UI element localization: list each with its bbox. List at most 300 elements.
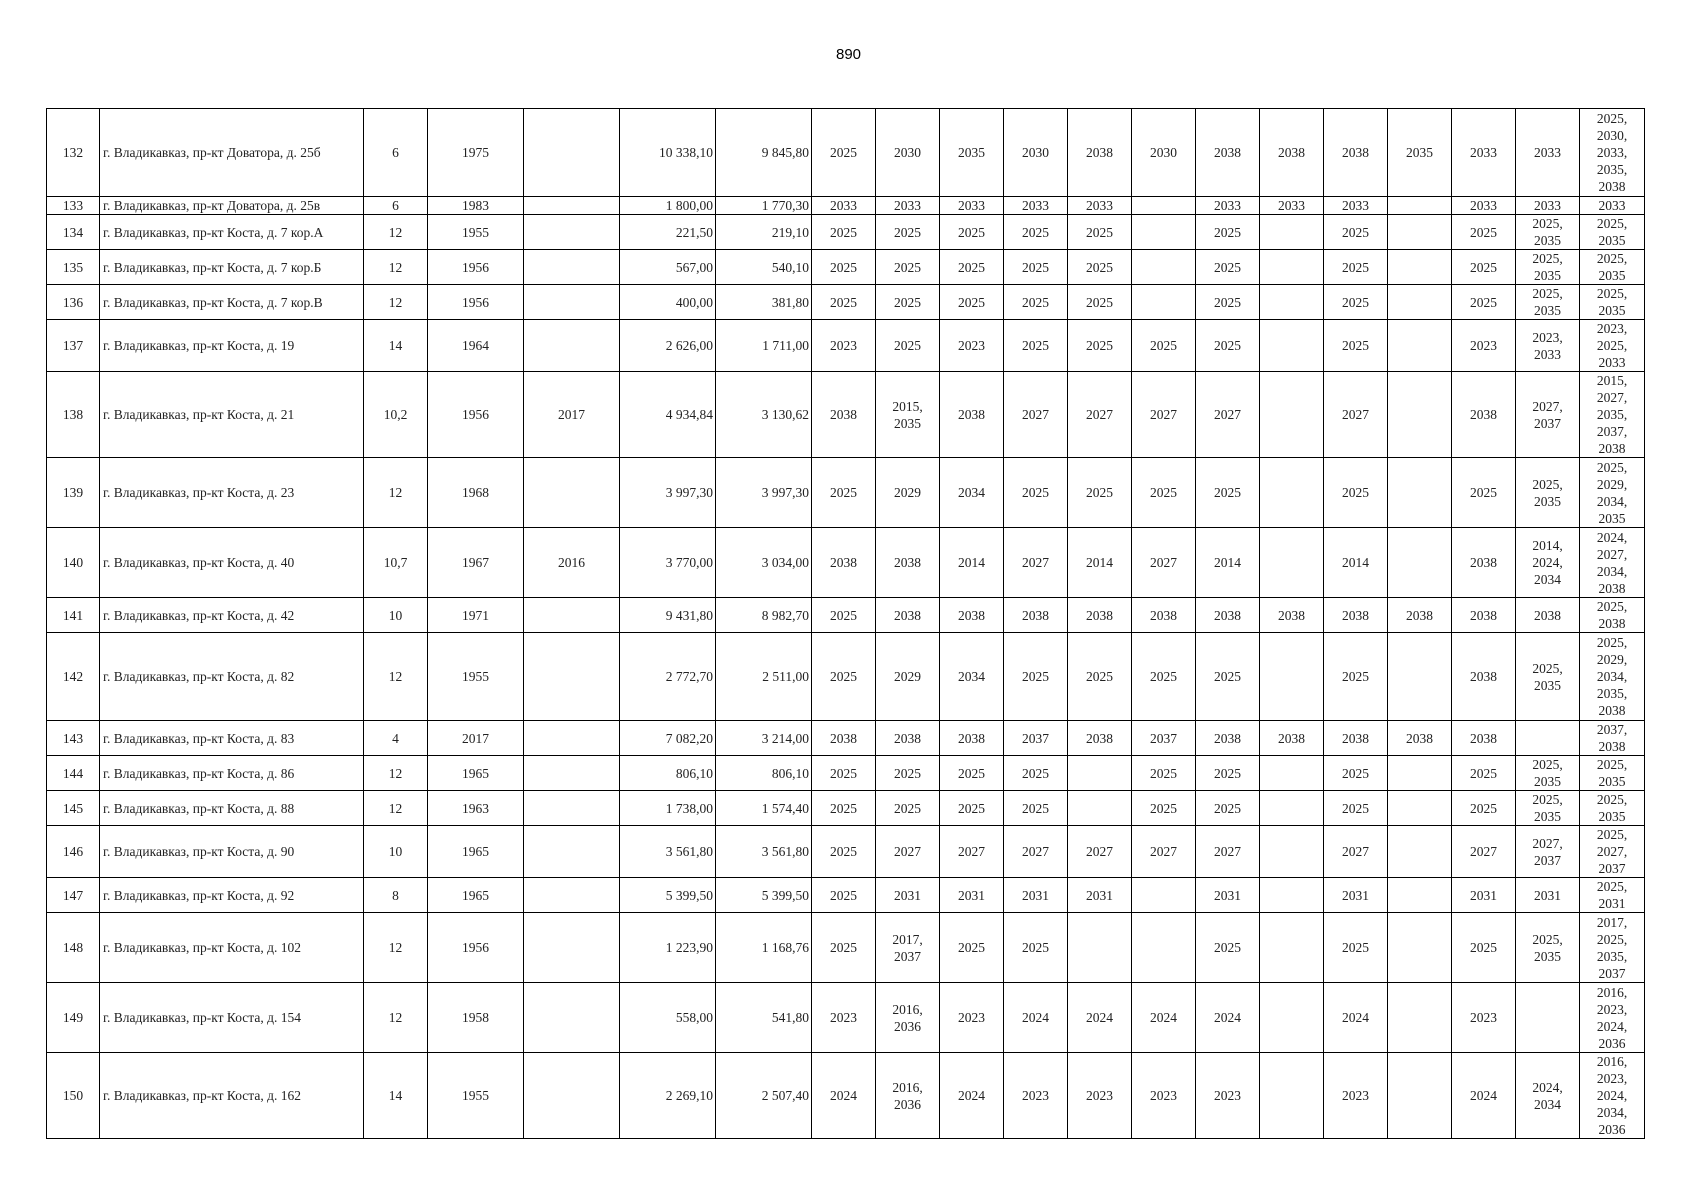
- build-year-cell: 1956: [428, 250, 524, 285]
- repair-year-cell: 2025: [812, 791, 876, 826]
- reconstruction-year-cell: [524, 721, 620, 756]
- repair-year-cell: 2038: [1452, 372, 1516, 458]
- build-year-cell: 1975: [428, 109, 524, 197]
- repair-year-cell: 2025, 2035: [1580, 285, 1645, 320]
- repair-year-cell: 2014: [940, 528, 1004, 598]
- repair-year-cell: 2038: [876, 721, 940, 756]
- repair-year-cell: 2015, 2027, 2035, 2037, 2038: [1580, 372, 1645, 458]
- floors-cell: 10: [364, 826, 428, 878]
- repair-year-cell: 2025: [1004, 458, 1068, 528]
- total-area-cell: 9 431,80: [620, 598, 716, 633]
- floors-cell: 10,7: [364, 528, 428, 598]
- build-year-cell: 1965: [428, 826, 524, 878]
- repair-year-cell: 2025, 2035: [1516, 913, 1580, 983]
- repair-year-cell: 2025: [812, 633, 876, 721]
- total-area-cell: 2 626,00: [620, 320, 716, 372]
- repair-year-cell: 2038: [1132, 598, 1196, 633]
- repair-year-cell: 2031: [876, 878, 940, 913]
- repair-year-cell: 2038: [1004, 598, 1068, 633]
- table-row: [47, 756, 1645, 791]
- address-cell: г. Владикавказ, пр-кт Доватора, д. 25б: [100, 109, 364, 197]
- address-cell: г. Владикавказ, пр-кт Коста, д. 42: [100, 598, 364, 633]
- table-row: [47, 250, 1645, 285]
- repair-year-cell: 2014: [1324, 528, 1388, 598]
- repair-year-cell: [1260, 320, 1324, 372]
- repair-year-cell: [1388, 528, 1452, 598]
- address-cell: г. Владикавказ, пр-кт Коста, д. 40: [100, 528, 364, 598]
- repair-year-cell: 2025, 2035: [1516, 285, 1580, 320]
- repair-year-cell: 2025: [1004, 791, 1068, 826]
- total-area-cell: 558,00: [620, 983, 716, 1053]
- repair-year-cell: 2025: [1452, 791, 1516, 826]
- repair-year-cell: 2024, 2034: [1516, 1053, 1580, 1139]
- total-area-cell: 10 338,10: [620, 109, 716, 197]
- repair-year-cell: 2025: [876, 320, 940, 372]
- repair-year-cell: 2033: [1580, 197, 1645, 215]
- repair-year-cell: [1388, 756, 1452, 791]
- repair-year-cell: [1260, 372, 1324, 458]
- repair-year-cell: 2025: [1196, 756, 1260, 791]
- repair-year-cell: 2027: [1068, 372, 1132, 458]
- repair-year-cell: 2024: [1004, 983, 1068, 1053]
- repair-year-cell: [1068, 756, 1132, 791]
- repair-year-cell: 2025: [1196, 320, 1260, 372]
- repair-year-cell: 2038: [812, 372, 876, 458]
- reconstruction-year-cell: [524, 250, 620, 285]
- floors-cell: 12: [364, 633, 428, 721]
- floors-cell: 10: [364, 598, 428, 633]
- table-row: [47, 320, 1645, 372]
- residential-area-cell: 540,10: [716, 250, 812, 285]
- repair-year-cell: 2038: [1260, 721, 1324, 756]
- repair-year-cell: 2023: [1452, 983, 1516, 1053]
- repair-year-cell: 2025: [876, 285, 940, 320]
- repair-year-cell: 2027: [1452, 826, 1516, 878]
- address-cell: г. Владикавказ, пр-кт Коста, д. 88: [100, 791, 364, 826]
- build-year-cell: 1955: [428, 215, 524, 250]
- table-row: [47, 528, 1645, 598]
- repair-year-cell: 2038: [1196, 598, 1260, 633]
- total-area-cell: 1 800,00: [620, 197, 716, 215]
- repair-year-cell: 2025, 2035: [1516, 215, 1580, 250]
- repair-year-cell: 2031: [1068, 878, 1132, 913]
- total-area-cell: 7 082,20: [620, 721, 716, 756]
- reconstruction-year-cell: [524, 756, 620, 791]
- floors-cell: 12: [364, 458, 428, 528]
- repair-year-cell: 2037: [1132, 721, 1196, 756]
- repair-year-cell: 2033: [1068, 197, 1132, 215]
- floors-cell: 14: [364, 1053, 428, 1139]
- row-number-cell: 134: [47, 215, 100, 250]
- repair-year-cell: [1516, 721, 1580, 756]
- repair-year-cell: 2025: [1324, 285, 1388, 320]
- repair-year-cell: 2025: [940, 285, 1004, 320]
- repair-year-cell: 2027: [1132, 528, 1196, 598]
- table-row: [47, 285, 1645, 320]
- repair-year-cell: 2025: [1324, 791, 1388, 826]
- repair-year-cell: 2025: [812, 913, 876, 983]
- row-number-cell: 141: [47, 598, 100, 633]
- repair-year-cell: 2023: [940, 320, 1004, 372]
- repair-year-cell: [1260, 826, 1324, 878]
- address-cell: г. Владикавказ, пр-кт Коста, д. 102: [100, 913, 364, 983]
- repair-year-cell: 2033: [1004, 197, 1068, 215]
- repair-year-cell: [1388, 320, 1452, 372]
- repair-year-cell: [1132, 197, 1196, 215]
- repair-year-cell: 2025: [812, 458, 876, 528]
- repair-year-cell: [1388, 791, 1452, 826]
- repair-year-cell: 2024: [812, 1053, 876, 1139]
- repair-year-cell: [1132, 878, 1196, 913]
- reconstruction-year-cell: [524, 458, 620, 528]
- repair-year-cell: 2027: [1132, 372, 1196, 458]
- build-year-cell: 1955: [428, 1053, 524, 1139]
- build-year-cell: 1956: [428, 913, 524, 983]
- repair-year-cell: 2027: [1068, 826, 1132, 878]
- total-area-cell: 1 738,00: [620, 791, 716, 826]
- repair-year-cell: 2038: [1260, 598, 1324, 633]
- repair-year-cell: 2031: [1004, 878, 1068, 913]
- repair-year-cell: [1388, 250, 1452, 285]
- repair-year-cell: 2025: [1324, 250, 1388, 285]
- repair-year-cell: [1388, 215, 1452, 250]
- repair-year-cell: 2024: [1132, 983, 1196, 1053]
- repair-year-cell: 2024: [1324, 983, 1388, 1053]
- repair-year-cell: 2024: [1452, 1053, 1516, 1139]
- repair-year-cell: 2023: [1132, 1053, 1196, 1139]
- repair-year-cell: 2033: [1260, 197, 1324, 215]
- repair-year-cell: [1260, 791, 1324, 826]
- repair-year-cell: 2025: [812, 109, 876, 197]
- address-cell: г. Владикавказ, пр-кт Коста, д. 82: [100, 633, 364, 721]
- repair-year-cell: 2025: [1324, 215, 1388, 250]
- repair-year-cell: 2038: [940, 598, 1004, 633]
- reconstruction-year-cell: [524, 913, 620, 983]
- floors-cell: 8: [364, 878, 428, 913]
- repair-year-cell: [1388, 913, 1452, 983]
- repair-year-cell: 2033: [812, 197, 876, 215]
- repair-year-cell: 2025: [876, 791, 940, 826]
- row-number-cell: 132: [47, 109, 100, 197]
- repair-year-cell: 2037, 2038: [1580, 721, 1645, 756]
- row-number-cell: 148: [47, 913, 100, 983]
- reconstruction-year-cell: [524, 791, 620, 826]
- repair-year-cell: 2024: [1068, 983, 1132, 1053]
- repair-year-cell: 2038: [1196, 721, 1260, 756]
- build-year-cell: 1955: [428, 633, 524, 721]
- repair-year-cell: 2033: [1452, 109, 1516, 197]
- total-area-cell: 3 770,00: [620, 528, 716, 598]
- table-row: [47, 598, 1645, 633]
- build-year-cell: 1956: [428, 285, 524, 320]
- repair-year-cell: 2038: [876, 598, 940, 633]
- repair-year-cell: 2025: [1132, 791, 1196, 826]
- repair-year-cell: 2033: [1516, 197, 1580, 215]
- address-cell: г. Владикавказ, пр-кт Коста, д. 7 кор.А: [100, 215, 364, 250]
- repair-year-cell: 2033: [940, 197, 1004, 215]
- table-row: [47, 458, 1645, 528]
- repair-year-cell: [1260, 215, 1324, 250]
- repair-year-cell: 2025: [1004, 250, 1068, 285]
- address-cell: г. Владикавказ, пр-кт Коста, д. 162: [100, 1053, 364, 1139]
- table-row: [47, 109, 1645, 197]
- repair-year-cell: 2038: [940, 372, 1004, 458]
- row-number-cell: 149: [47, 983, 100, 1053]
- reconstruction-year-cell: [524, 320, 620, 372]
- repair-year-cell: 2025, 2031: [1580, 878, 1645, 913]
- repair-year-cell: 2030: [1004, 109, 1068, 197]
- repair-year-cell: 2025: [1004, 320, 1068, 372]
- repair-year-cell: 2017, 2037: [876, 913, 940, 983]
- reconstruction-year-cell: [524, 983, 620, 1053]
- repair-year-cell: 2033: [1196, 197, 1260, 215]
- row-number-cell: 139: [47, 458, 100, 528]
- repair-year-cell: 2038: [1452, 633, 1516, 721]
- repair-year-cell: 2038: [1068, 721, 1132, 756]
- floors-cell: 12: [364, 250, 428, 285]
- reconstruction-year-cell: 2016: [524, 528, 620, 598]
- table-row: [47, 878, 1645, 913]
- repair-year-cell: 2016, 2036: [876, 1053, 940, 1139]
- floors-cell: 4: [364, 721, 428, 756]
- row-number-cell: 147: [47, 878, 100, 913]
- table-row: [47, 721, 1645, 756]
- row-number-cell: 135: [47, 250, 100, 285]
- repair-year-cell: 2023: [1004, 1053, 1068, 1139]
- repair-year-cell: 2025: [940, 791, 1004, 826]
- repair-year-cell: 2023: [940, 983, 1004, 1053]
- repair-year-cell: 2038: [1452, 598, 1516, 633]
- repair-year-cell: 2025: [1196, 633, 1260, 721]
- repair-year-cell: [1388, 1053, 1452, 1139]
- repair-year-cell: 2025, 2035: [1516, 633, 1580, 721]
- repair-year-cell: [1388, 372, 1452, 458]
- row-number-cell: 136: [47, 285, 100, 320]
- row-number-cell: 137: [47, 320, 100, 372]
- residential-area-cell: 806,10: [716, 756, 812, 791]
- repair-year-cell: 2016, 2036: [876, 983, 940, 1053]
- floors-cell: 12: [364, 983, 428, 1053]
- repair-year-cell: 2025, 2035: [1516, 756, 1580, 791]
- repair-year-cell: 2025: [812, 756, 876, 791]
- repair-year-cell: 2016, 2023, 2024, 2036: [1580, 983, 1645, 1053]
- floors-cell: 12: [364, 791, 428, 826]
- repair-year-cell: 2025: [812, 215, 876, 250]
- residential-area-cell: 381,80: [716, 285, 812, 320]
- repair-year-cell: 2025: [1196, 791, 1260, 826]
- build-year-cell: 1965: [428, 878, 524, 913]
- repair-year-cell: 2025: [1452, 756, 1516, 791]
- residential-area-cell: 3 214,00: [716, 721, 812, 756]
- repair-year-cell: [1388, 983, 1452, 1053]
- reconstruction-year-cell: 2017: [524, 372, 620, 458]
- repair-year-cell: 2016, 2023, 2024, 2034, 2036: [1580, 1053, 1645, 1139]
- repair-year-cell: [1388, 285, 1452, 320]
- residential-area-cell: 8 982,70: [716, 598, 812, 633]
- repair-year-cell: 2025: [1196, 458, 1260, 528]
- repair-year-cell: 2014: [1196, 528, 1260, 598]
- repair-year-cell: 2025: [1068, 285, 1132, 320]
- residential-area-cell: 1 711,00: [716, 320, 812, 372]
- repair-year-cell: 2027: [940, 826, 1004, 878]
- repair-year-cell: 2025: [1004, 633, 1068, 721]
- repair-year-cell: [1260, 285, 1324, 320]
- residential-area-cell: 3 561,80: [716, 826, 812, 878]
- repair-year-cell: 2014: [1068, 528, 1132, 598]
- repair-year-cell: 2031: [940, 878, 1004, 913]
- repair-year-cell: 2025, 2035: [1580, 791, 1645, 826]
- repair-year-cell: 2024: [940, 1053, 1004, 1139]
- repair-year-cell: [1260, 1053, 1324, 1139]
- reconstruction-year-cell: [524, 215, 620, 250]
- table-row: [47, 1053, 1645, 1139]
- floors-cell: 12: [364, 913, 428, 983]
- repair-year-cell: 2025: [1004, 215, 1068, 250]
- row-number-cell: 143: [47, 721, 100, 756]
- total-area-cell: 2 772,70: [620, 633, 716, 721]
- repair-year-cell: 2025: [1324, 756, 1388, 791]
- repair-year-cell: 2025: [1132, 458, 1196, 528]
- total-area-cell: 221,50: [620, 215, 716, 250]
- repair-year-cell: 2023: [1196, 1053, 1260, 1139]
- repair-year-cell: 2023: [812, 983, 876, 1053]
- repair-year-cell: 2025: [1452, 215, 1516, 250]
- address-cell: г. Владикавказ, пр-кт Коста, д. 90: [100, 826, 364, 878]
- build-year-cell: 1958: [428, 983, 524, 1053]
- build-year-cell: 1964: [428, 320, 524, 372]
- residential-area-cell: 541,80: [716, 983, 812, 1053]
- repair-year-cell: 2025, 2038: [1580, 598, 1645, 633]
- residential-area-cell: 9 845,80: [716, 109, 812, 197]
- residential-area-cell: 3 034,00: [716, 528, 812, 598]
- residential-area-cell: 1 574,40: [716, 791, 812, 826]
- repair-year-cell: 2023, 2033: [1516, 320, 1580, 372]
- repair-year-cell: 2035: [940, 109, 1004, 197]
- repair-year-cell: 2033: [876, 197, 940, 215]
- repair-year-cell: [1068, 913, 1132, 983]
- repair-year-cell: 2025: [876, 250, 940, 285]
- repair-year-cell: 2027: [1004, 826, 1068, 878]
- repair-year-cell: [1260, 878, 1324, 913]
- repair-year-cell: 2031: [1516, 878, 1580, 913]
- repair-year-cell: 2025: [1196, 285, 1260, 320]
- table-row: [47, 983, 1645, 1053]
- repair-year-cell: 2038: [812, 721, 876, 756]
- total-area-cell: 2 269,10: [620, 1053, 716, 1139]
- total-area-cell: 5 399,50: [620, 878, 716, 913]
- repair-year-cell: 2025, 2029, 2034, 2035: [1580, 458, 1645, 528]
- repair-year-cell: 2025: [1196, 913, 1260, 983]
- repair-year-cell: 2023: [812, 320, 876, 372]
- floors-cell: 6: [364, 197, 428, 215]
- reconstruction-year-cell: [524, 1053, 620, 1139]
- repair-year-cell: 2025: [1324, 633, 1388, 721]
- address-cell: г. Владикавказ, пр-кт Коста, д. 83: [100, 721, 364, 756]
- build-year-cell: 1968: [428, 458, 524, 528]
- floors-cell: 12: [364, 756, 428, 791]
- build-year-cell: 1963: [428, 791, 524, 826]
- repair-year-cell: 2025: [1068, 633, 1132, 721]
- repair-year-cell: 2024: [1196, 983, 1260, 1053]
- repair-year-cell: 2038: [812, 528, 876, 598]
- residential-area-cell: 2 511,00: [716, 633, 812, 721]
- repair-year-cell: 2025: [1068, 320, 1132, 372]
- build-year-cell: 1983: [428, 197, 524, 215]
- repair-year-cell: 2025: [1452, 285, 1516, 320]
- repair-year-cell: 2025: [1324, 458, 1388, 528]
- repair-year-cell: 2025: [1324, 320, 1388, 372]
- repair-year-cell: 2025: [812, 250, 876, 285]
- repair-year-cell: 2025: [812, 826, 876, 878]
- reconstruction-year-cell: [524, 826, 620, 878]
- repair-year-cell: [1260, 528, 1324, 598]
- repair-year-cell: 2038: [876, 528, 940, 598]
- total-area-cell: 806,10: [620, 756, 716, 791]
- row-number-cell: 138: [47, 372, 100, 458]
- repair-year-cell: 2027, 2037: [1516, 372, 1580, 458]
- repair-year-cell: 2027: [876, 826, 940, 878]
- total-area-cell: 3 997,30: [620, 458, 716, 528]
- repair-year-cell: 2025: [940, 913, 1004, 983]
- repair-year-cell: 2038: [940, 721, 1004, 756]
- repair-year-cell: 2027: [1196, 826, 1260, 878]
- residential-area-cell: 219,10: [716, 215, 812, 250]
- repair-year-cell: [1260, 633, 1324, 721]
- repair-year-cell: 2031: [1196, 878, 1260, 913]
- repair-year-cell: 2038: [1324, 721, 1388, 756]
- repair-year-cell: [1132, 285, 1196, 320]
- repair-year-cell: 2025: [1132, 633, 1196, 721]
- repair-year-cell: 2025: [1004, 913, 1068, 983]
- repair-year-cell: 2025, 2035: [1580, 215, 1645, 250]
- build-year-cell: 1967: [428, 528, 524, 598]
- repair-year-cell: 2027, 2037: [1516, 826, 1580, 878]
- repair-year-cell: [1068, 791, 1132, 826]
- repair-year-cell: 2031: [1324, 878, 1388, 913]
- table-row: [47, 372, 1645, 458]
- repair-year-cell: 2038: [1068, 109, 1132, 197]
- table-row: [47, 826, 1645, 878]
- total-area-cell: 567,00: [620, 250, 716, 285]
- repair-year-cell: 2024, 2027, 2034, 2038: [1580, 528, 1645, 598]
- repair-year-cell: 2027: [1196, 372, 1260, 458]
- row-number-cell: 133: [47, 197, 100, 215]
- repair-year-cell: 2025, 2035: [1580, 756, 1645, 791]
- residential-area-cell: 3 130,62: [716, 372, 812, 458]
- floors-cell: 6: [364, 109, 428, 197]
- reconstruction-year-cell: [524, 109, 620, 197]
- repair-year-cell: 2025, 2035: [1516, 250, 1580, 285]
- row-number-cell: 144: [47, 756, 100, 791]
- floors-cell: 12: [364, 285, 428, 320]
- repair-year-cell: 2025, 2035: [1516, 791, 1580, 826]
- repair-year-cell: 2025: [1068, 250, 1132, 285]
- repair-year-cell: 2025, 2035: [1516, 458, 1580, 528]
- repair-year-cell: 2014, 2024, 2034: [1516, 528, 1580, 598]
- floors-cell: 12: [364, 215, 428, 250]
- repair-year-cell: 2038: [1452, 721, 1516, 756]
- table-row: [47, 215, 1645, 250]
- repair-year-cell: 2033: [1516, 109, 1580, 197]
- address-cell: г. Владикавказ, пр-кт Коста, д. 23: [100, 458, 364, 528]
- repair-year-cell: 2025: [1452, 913, 1516, 983]
- repair-year-cell: [1260, 913, 1324, 983]
- repair-year-cell: [1388, 458, 1452, 528]
- repair-year-cell: 2031: [1452, 878, 1516, 913]
- repair-year-cell: 2025: [1452, 458, 1516, 528]
- repair-year-cell: 2038: [1324, 598, 1388, 633]
- repair-year-cell: 2029: [876, 458, 940, 528]
